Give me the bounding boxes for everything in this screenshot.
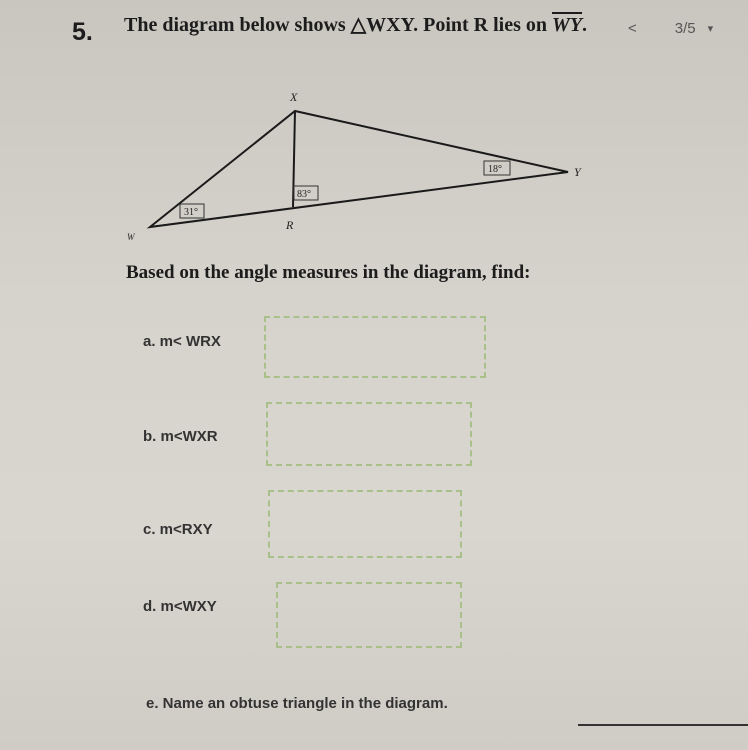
vertex-label-y: Y [574,165,581,179]
part-d-label: d. m<WXY [143,598,217,615]
part-b-label: b. m<WXR [143,428,218,445]
angle-w-value: 31° [184,207,198,218]
part-a-label: a. m< WRX [143,333,221,350]
part-e-label: e. Name an obtuse triangle in the diagram. [146,695,448,712]
previous-arrow-icon[interactable]: < [628,20,637,37]
page-position: 3/5 [674,20,696,37]
triangle-wxy [150,111,568,227]
triangle-diagram [0,0,748,260]
question-text-part2: . [582,14,588,36]
answer-box-b[interactable] [266,402,472,466]
angle-y-value: 18° [488,164,502,175]
question-text-part1: The diagram below shows △WXY. Point R lies on [124,14,553,36]
vertex-label-r: R [286,218,294,232]
question-number: 5. [72,18,93,46]
angle-r-value: 83° [297,189,311,200]
answer-box-d[interactable] [276,582,462,648]
answer-line-e[interactable] [578,724,748,726]
part-c-label: c. m<RXY [143,521,213,538]
chevron-down-icon[interactable]: ▾ [707,23,714,35]
answer-box-c[interactable] [268,490,462,558]
segment-wy: $\overline{WY}$ [552,14,583,36]
vertex-label-x: X [290,90,298,104]
answer-box-a[interactable] [264,316,486,378]
vertex-label-w: W [127,232,135,242]
instruction-text: Based on the angle measures in the diagram, find: [126,262,531,283]
